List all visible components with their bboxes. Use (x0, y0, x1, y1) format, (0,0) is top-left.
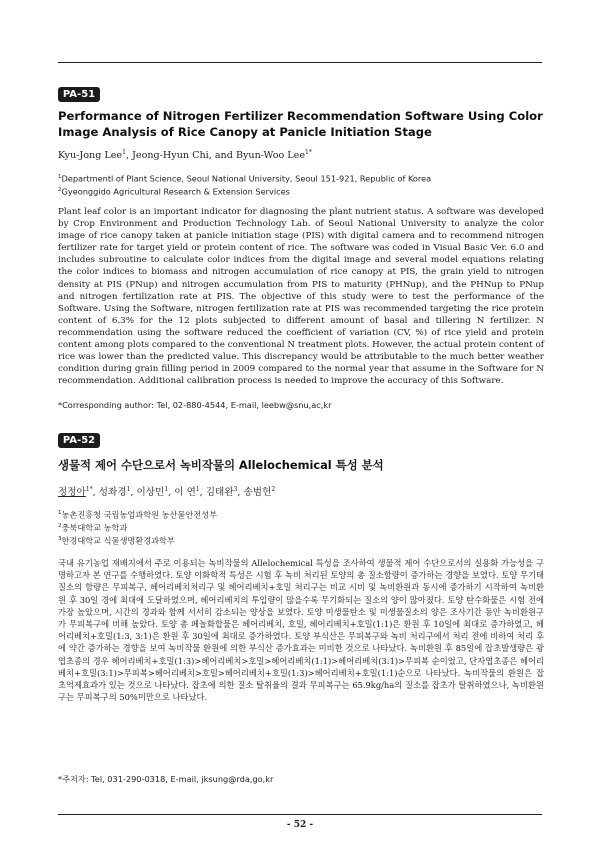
author-name: 정정아 (58, 487, 86, 498)
bottom-rule (58, 814, 542, 815)
corresponding-author-pa52: *주저자: Tel, 031-290-0318, E-mail, jksung@rda,go,kr (58, 774, 274, 784)
author-name: 성좌경 (98, 487, 127, 498)
affiliations-pa51 (58, 172, 431, 198)
author-affiliation-mark: 1* (85, 485, 93, 493)
author-name: Byun-Woo Lee (235, 150, 306, 162)
author-name: Jeong-Hyun Chi (132, 150, 209, 162)
affiliation-line: $^1$Departmentl of Plant Science, Seoul National University, Seoul 151-921, Republic of Korea (58, 173, 432, 184)
affiliation-line: $^3$한경대학교 식물생명환경과학부 (58, 536, 175, 547)
author-affiliation-mark: 1 (122, 149, 126, 156)
abstract-body-pa51: Plant leaf color is an important indicator for diagnosing the plant nutrient status. A software was developed by Crop Environment and Production Technology Lab. of Seoul National University to analyze the color image of rice canopy taken at panicle initiation stage (PIS) with digital camera and to recommend nitrogen fertilizer rate for target yield or protein content of rice. The software was coded in Visual Basic Ver. 6.0 and includes subroutine to calculate color indices from the digital image and several model equations relating the color indices to biomass and nitrogen accumulation of rice canopy at PIS, the grain yield to nitrogen density at PIS (PNup) and nitrogen accumulation from PIS to maturity (PHNup), and the PHNup to PNup and nitrogen fertilization rate at PIS. The objective of this study were to test the performance of the Software. Using the Software, nitrogen fertilization rate at PIS was recommended targeting the rice protein content of 6.3% for the 12 plots subjected to different amount of basal and tillering N fertilizer. N recommendation using the software reduced the coefficient of variation (CV, %) of rice yield and protein content among plots compared to the conventional N treatment plots. However, the actual protein content of rice was lower than the predicted value. This discrepancy would be attributable to the much better weather condition during grain filling period in 2009 compared to the normal year that assume in the Software for N recommendation. Additional calibration process is needed to improve the accuracy of this Software. (58, 207, 544, 387)
corresponding-author-pa51: *Corresponding author: Tel, 02-880-4544, E-mail, leebw@snu,ac,kr (58, 400, 332, 410)
author-name: 이 연 (174, 487, 196, 498)
affiliation-line: $^2$충북대학교 농학과 (58, 522, 128, 533)
author-list-pa51: Kyu-Jong Lee$^1$, Jeong-Hyun Chi, and Byun-Woo Lee$^{1*}$ (58, 149, 312, 162)
author-name: 김태완 (205, 487, 234, 498)
affiliation-line: $^1$농촌진흥청 국립농업과학원 농산물안전성부 (58, 509, 217, 520)
abstract-body-pa52: 국내 유기농업 재배지에서 주로 이용되는 녹비작물의 Allelochemical 특성을 조사하여 생물적 제어 수단으로서의 실용화 가능성을 구명하고자 본 연구를 수행하였다. 토양 이화학적 특성은 시험 후 녹비 처리된 토양의 총 질소함량이 증가하는 경향을 보였다. 토양 무기태질소의 함량은 무피복구, 헤어리베치처리구 및 헤어리베치+호밀 처리구는 비교 시비 및 녹비환원과 동시에 증가하기 시작하여 녹비환원 후 30일 경에 최대에 도달하였으며, 헤어리베치의 투입량이 많을수록 무기화되는 질소의 양이 많아졌다. 토양 탄수화물은 시험 전에 가장 높았으며, 시간의 경과와 함께 서서히 감소되는 양상을 보였다. 토양 미생물탄소 및 미생물질소의 양은 조사기간 동안 녹비환원구가 무피복구에 비해 높았다. 토양 총 페놀화합물은 헤어리베치, 호밀, 헤어리베치+호밀(1:1)은 환원 후 10일에 최대로 증가하였고, 헤어리베치+호밀(1:3, 3:1)은 환원 후 30일에 최대로 증가하였다. 토양 부식산은 무피복구와 녹비 처리구에서 처리 전에 비하여 처리 후에 약간 증가하는 경향을 보여 녹비작물 환원에 의한 부식산 증가효과는 미비한 것으로 나타났다. 녹비환원 후 85일에 잡초발생량은 광엽초종의 경우 헤어리베치+호밀(1:3)>헤어리베치>호밀>헤어리베치(1:1)>헤어리베치(3:1)>무피복 순이었고, 단자엽초종은 헤어리베치+호밀(3:1)>무피복>헤어리베치>호밀>헤어리베치+호밀(1:3)>헤어리베치+호밀(1:1)순으로 나타났다. 녹비작물의 환원은 잡초억제효과가 있는 것으로 나타났다. 잡초에 의한 질소 탈취율의 결과 무피복구는 65.9kg/ha의 질소를 잡초가 탈취하였으나, 녹비환원구는 무피복구의 50%미만으로 나타났다. (58, 558, 544, 703)
top-rule (58, 62, 542, 63)
author-affiliation-mark: 1* (305, 149, 312, 156)
abstract-badge-pa51: PA-51 (58, 87, 100, 102)
affiliation-line: $^2$Gyeonggido Agricultural Research & Extension Services (58, 186, 290, 197)
author-name: Kyu-Jong Lee (58, 150, 123, 162)
abstract-title-pa51: Performance of Nitrogen Fertilizer Recommendation Software Using Color Image Analysis of Rice Canopy at Panicle Initiation Stage (58, 109, 543, 139)
author-name: 송범헌 (243, 487, 272, 498)
abstract-badge-pa52: PA-52 (58, 433, 100, 448)
page-number: - 52 - (286, 820, 314, 830)
abstract-title-pa52: 생물적 제어 수단으로서 녹비작물의 Allelochemical 특성 분석 (58, 458, 384, 472)
author-name: 이상민 (136, 487, 165, 498)
author-list-pa52: 정정아$^{1*}$, 성좌경$^1$, 이상민$^1$, 이 연$^1$, 김태완$^3$, 송범헌$^2$ (58, 485, 276, 498)
affiliations-pa52 (58, 508, 217, 548)
